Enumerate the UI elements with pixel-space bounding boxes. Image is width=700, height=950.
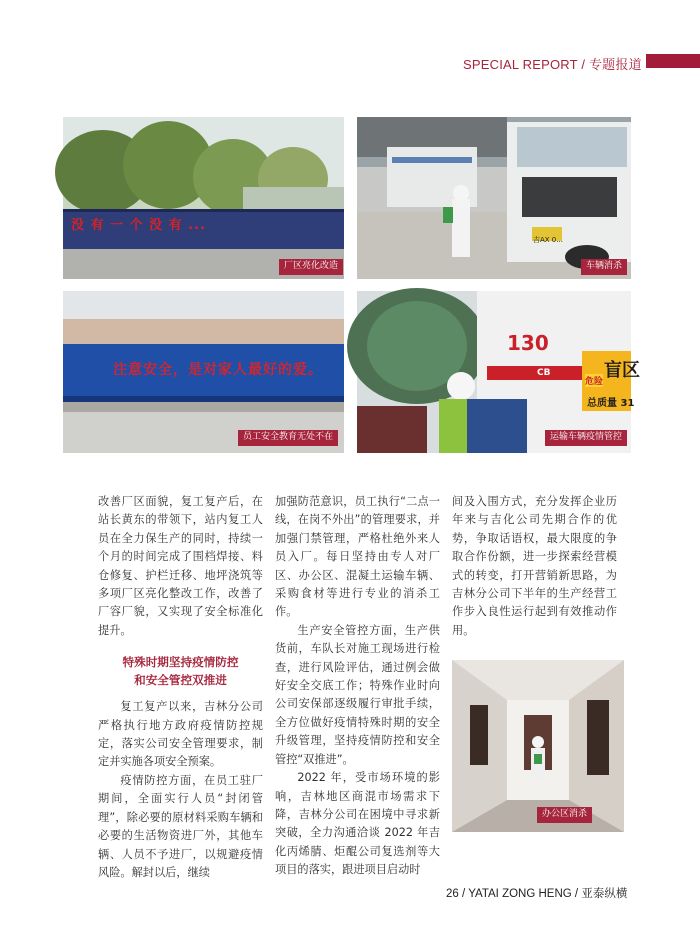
paragraph: 复工复产以来，吉林分公司严格执行地方政府疫情防控规定，落实公司安全管理要求，制定并实施各项安全预案。 — [98, 700, 263, 769]
page-number: 26 — [446, 888, 459, 900]
truck-logo: CB — [537, 368, 551, 378]
photo-vehicle-disinfection — [357, 117, 631, 279]
danger-badge: 危险 — [585, 374, 603, 387]
photo-caption: 运输车辆疫情管控 — [545, 430, 627, 446]
photo-caption: 员工安全教育无处不在 — [238, 430, 338, 446]
total-weight-text: 总质量 31 — [587, 398, 635, 409]
header-accent-bar — [646, 54, 700, 68]
magazine-name-en: YATAI ZONG HENG — [468, 888, 572, 900]
license-plate: 吉AX 0... — [533, 236, 563, 244]
paragraph: 疫情防控方面，在员工驻厂期间，全面实行人员“封闭管理”，除必要的原材料采购车辆和必要的生活物资进厂外，其他车辆、人员不予进厂，以规避疫情风险。解封以后，继续 — [98, 773, 263, 879]
section-title-cn: 专题报道 — [588, 57, 642, 72]
factory-banner-text: 没 有 一 个 没 有 ... — [71, 218, 206, 233]
paragraph: 2022 年，受市场环境的影响，吉林地区商混市场需求下降，吉林分公司在困境中寻求新突破，全力沟通洽谈 2022 年吉化丙烯腈、炬醌公司复选剂等大项目的落实，跟进项目启动时 — [275, 771, 440, 877]
photo-caption: 厂区亮化改造 — [279, 259, 343, 275]
safety-slogan: 注意安全，是对家人最好的爱。 — [113, 362, 323, 378]
photo-factory-area — [63, 117, 344, 279]
article-column-1 — [98, 493, 263, 882]
photo-caption: 车辆消杀 — [581, 259, 627, 275]
photo-caption: 办公区消杀 — [537, 807, 592, 823]
photo-safety-education — [63, 291, 344, 453]
page-footer — [446, 885, 627, 901]
section-title-en: SPECIAL REPORT — [463, 57, 578, 72]
magazine-name-cn: 亚泰纵横 — [581, 888, 628, 900]
paragraph: 改善厂区面貌，复工复产后，在站长黄东的带领下，站内复工人员在全力保生产的同时，持续一个月的时间完成了围档焊接、料仓修复、护栏迁移、地坪浇筑等多项厂区亮化整改工作，改善了厂容厂貌，又实现了安全标准化提升。 — [98, 495, 263, 637]
paragraph: 生产安全管控方面，生产供货前，车队长对施工现场进行检查，进行风险评估，通过例会做好安全交底工作；特殊作业时向公司安保部逐级履行审批手续，全方位做好疫情特殊时期的安全升级管理，坚持疫情防控和安全管控“双推进”。 — [275, 623, 440, 766]
paragraph: 加强防范意识，员工执行“二点一线，在岗不外出”的管理要求，并加强门禁管理，严格杜绝外来人员入厂。每日坚持由专人对厂区、办公区、混凝土运输车辆、采购食材等进行专业的消杀工作。 — [275, 495, 440, 619]
header-separator: / — [581, 57, 586, 72]
photo-transport-vehicle — [357, 291, 640, 453]
section-subheading: 特殊时期坚持疫情防控 和安全管控双推进 — [122, 655, 239, 688]
article-column-3 — [452, 493, 617, 640]
paragraph: 间及入围方式，充分发挥企业历年来与吉化公司先期合作的优势，争取话语权，最大限度的争取合作份额，进一步探索经营模式的转变，打开营销新思路，为吉林分公司下半年的生产经营工作步入良性运行起到有效推动作用。 — [452, 495, 617, 637]
footer-separator: / — [462, 888, 466, 900]
section-header — [463, 54, 642, 73]
truck-number: 130 — [507, 331, 549, 355]
article-column-2 — [275, 493, 440, 880]
blind-zone-text: 盲区 — [604, 360, 640, 381]
footer-separator: / — [574, 888, 579, 900]
